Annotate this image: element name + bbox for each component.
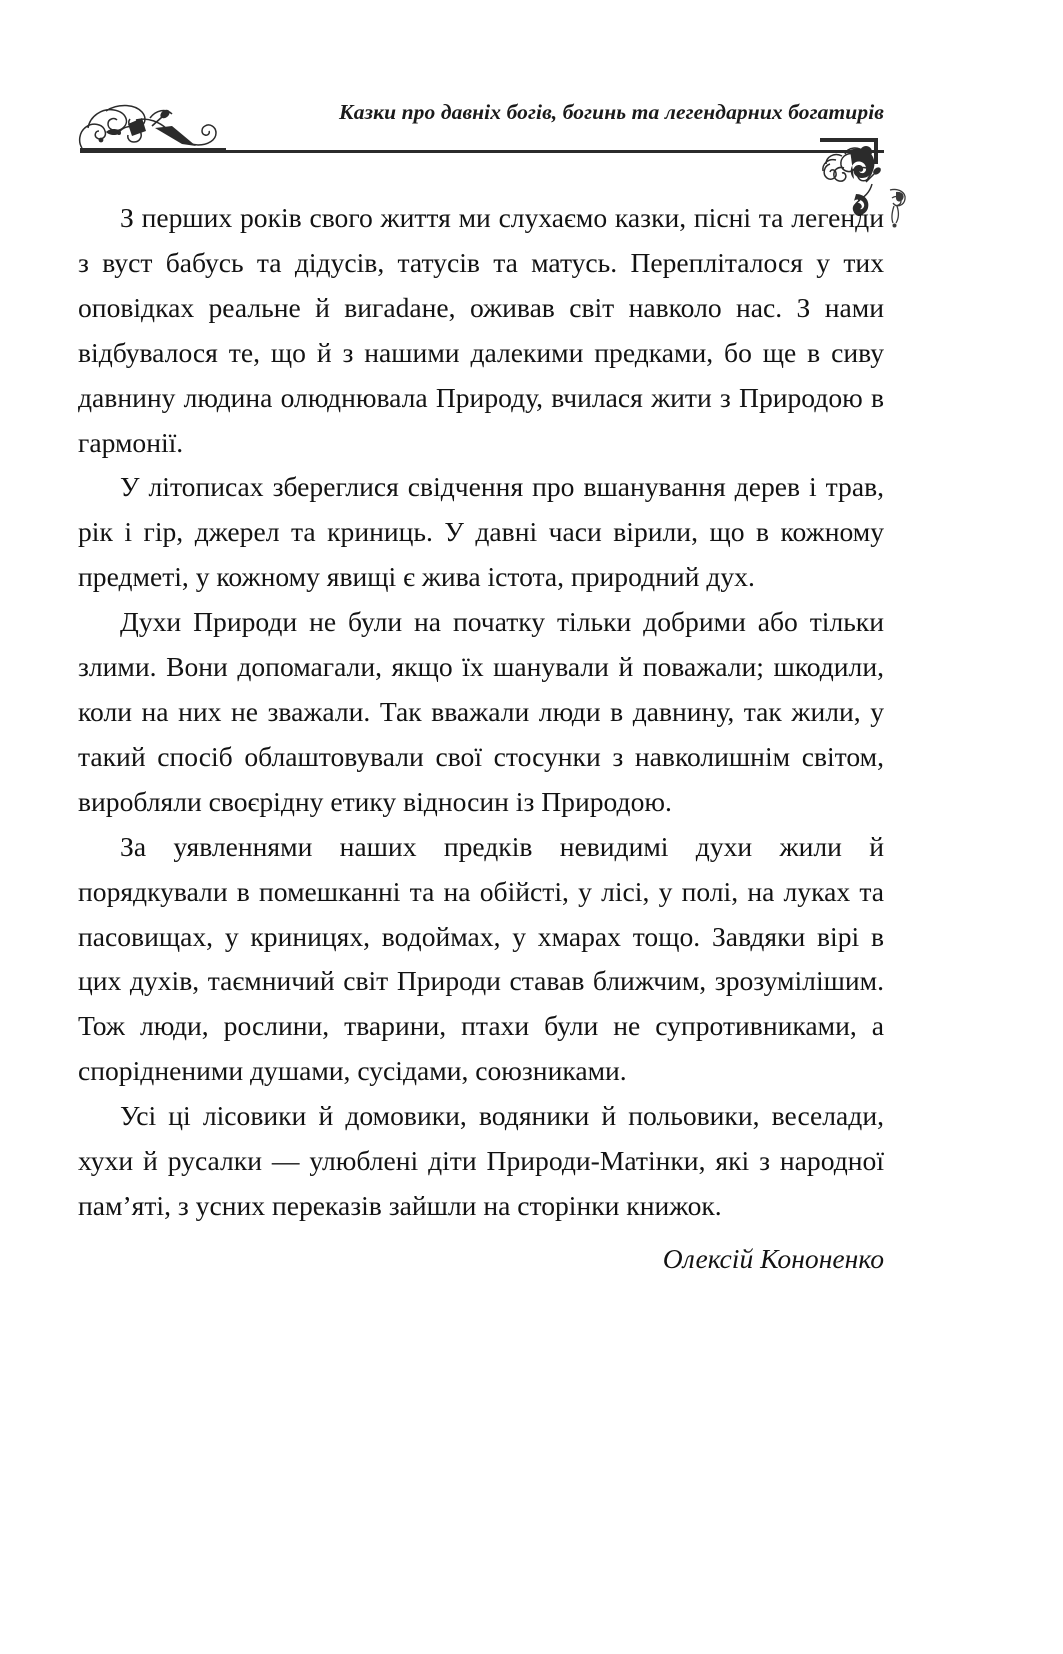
- paragraph-3: Духи Природи не були на початку тільки добрими або тільки злими. Вони допомагали, якщо їх шанували й поважали; шкодили, коли на них не зважали. Так вважали люди в давнину, так жили, у такий спосіб облаштовували свої стосунки з навколишнім світом, виробляли своєрідну етику відносин із Природою.: [78, 606, 884, 817]
- paragraph-1: З перших років свого життя ми слухаємо казки, пісні та легенди з вуст бабусь та дідусів, татусів та матусь. Перепліталося у тих оповідках реальне й вигаdане, оживав світ навколо нас. З нами відбувалося те, що й з нашими далекими предками, бо ще в сиву давнину людина олюднювала Природу, вчилася жити з Природою в гармонії.: [78, 202, 884, 458]
- art-nouveau-drop-flourish-icon: [884, 186, 910, 228]
- paragraph-5: Усі ці лісовики й домовики, водяники й польовики, веселади, хухи й русалки — улюблені діти Природи-Матінки, які з народної пам’яті, з усних переказів зайшли на сторінки книжок.: [78, 1100, 884, 1221]
- paragraph-4: За уявленнями наших предків невидимі духи жили й порядкували в помешканні та на обійсті, у лісі, у полі, на луках та пасовищах, у криницях, водоймах, у хмарах тощо. Завдяки вірі в цих духів, таємничий світ Природи ставав ближчим, зрозумілішим. Тож люди, рослини, тварини, птахи були не супротивниками, а спорідненими душами, сусідами, союзниками.: [78, 830, 884, 1087]
- running-head: [78, 96, 884, 158]
- art-nouveau-flourish-left-icon: [76, 98, 236, 156]
- author-signature: Олексій Кононенко: [662, 1242, 884, 1274]
- running-head-rule: [80, 150, 884, 153]
- body-text: [78, 196, 884, 1282]
- paragraph-2: У літописах збереглися свідчення про вшанування дерев і трав, рік і гір, джерел та криниць. У давні часи вірили, що в кожному предметі, у кожному явищі є жива істота, природний дух.: [78, 471, 884, 593]
- running-head-title: Казки про давніх богів, богинь та легендарних богатирів: [339, 100, 884, 124]
